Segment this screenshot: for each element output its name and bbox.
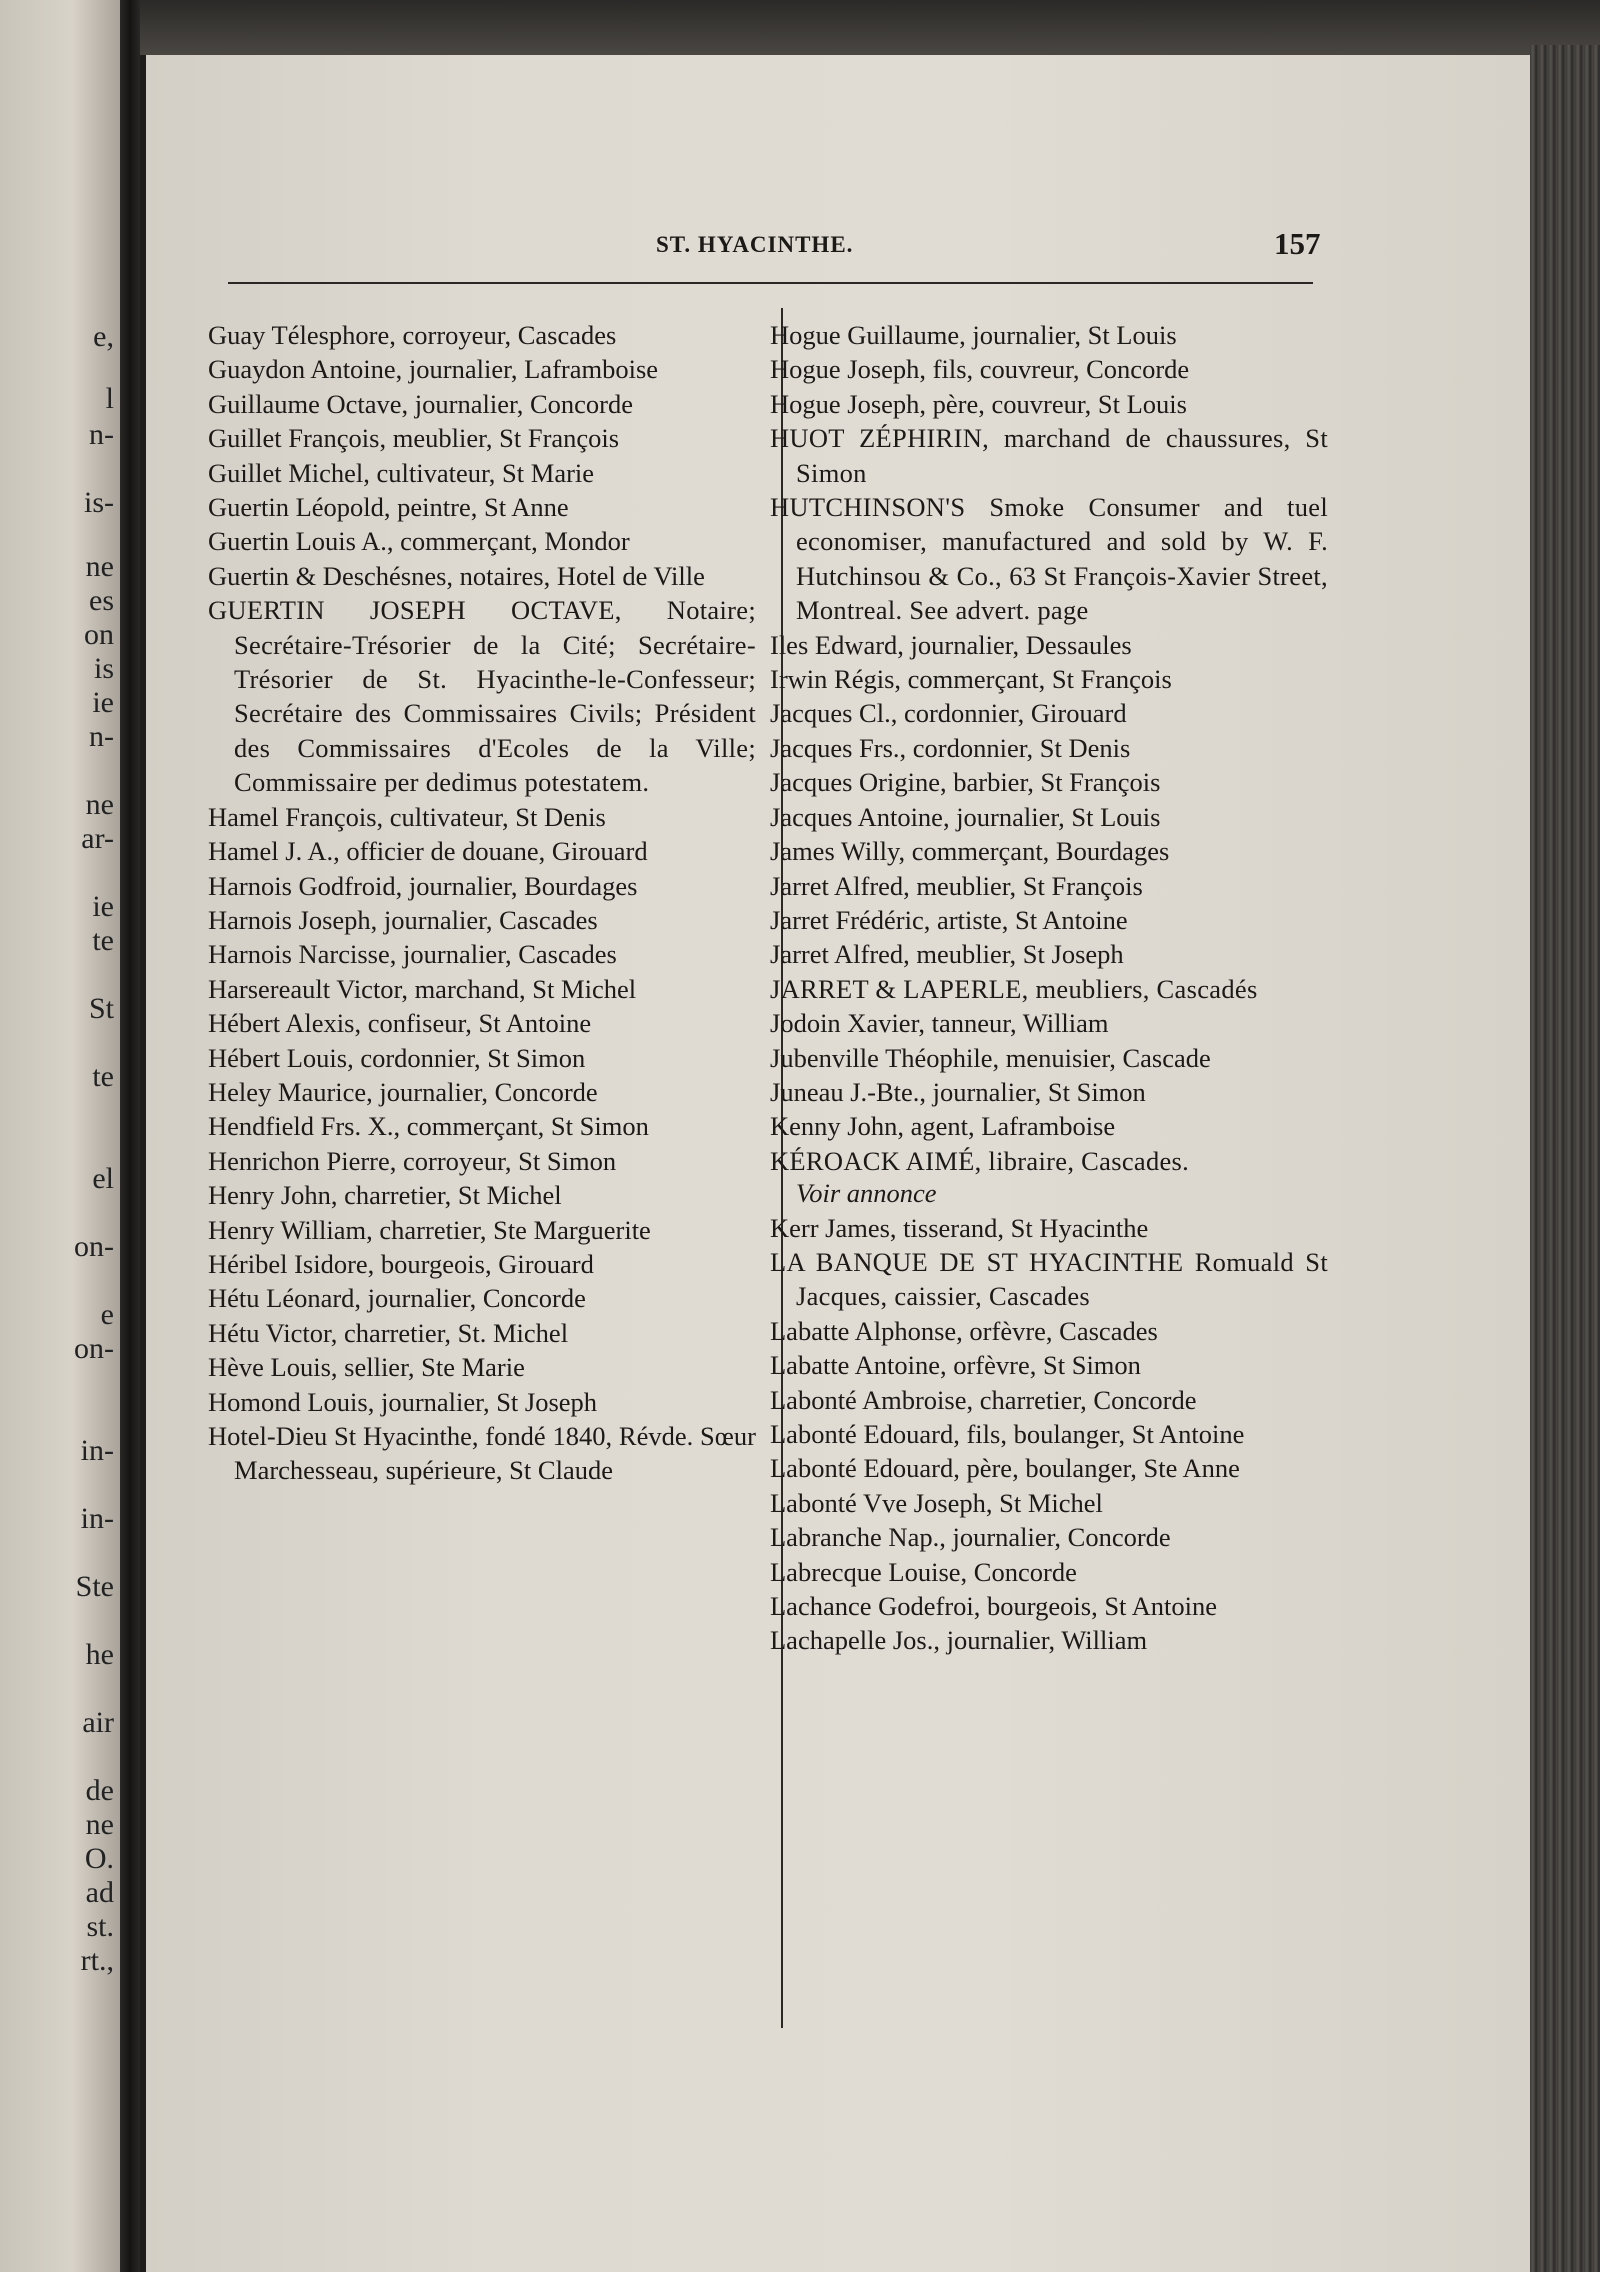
directory-entry: Labonté Edouard, père, boulanger, Ste Anne xyxy=(770,1453,1240,1484)
prev-page-fragment: is- xyxy=(84,486,114,519)
directory-entry: Hébert Louis, cordonnier, St Simon xyxy=(208,1042,586,1073)
directory-entry: Jarret Frédéric, artiste, St Antoine xyxy=(770,904,1128,935)
directory-entry: Jacques Frs., cordonnier, St Denis xyxy=(770,732,1131,763)
prev-page-fragment: St xyxy=(88,992,114,1025)
directory-entry: Heley Maurice, journalier, Concorde xyxy=(208,1076,598,1107)
directory-entry: Lachance Godefroi, bourgeois, St Antoine xyxy=(770,1591,1217,1622)
header-rule xyxy=(228,282,1313,284)
directory-entry: Harnois Godfroid, journalier, Bourdages xyxy=(208,870,638,901)
prev-page-fragment: e, xyxy=(93,320,114,353)
directory-entry: Hève Louis, sellier, Ste Marie xyxy=(208,1352,525,1383)
prev-page-fragment: on xyxy=(84,618,114,651)
directory-entry: Guertin & Deschésnes, notaires, Hotel de Ville xyxy=(208,560,705,591)
directory-entry-featured: LA BANQUE DE ST HYACINTHE Romuald St Jacques, caissier, Cascades xyxy=(770,1246,1328,1312)
directory-entry-featured: GUERTIN JOSEPH OCTAVE, Notaire; Secrétaire-Trésorier de la Cité; Secrétaire-Trésorier de St. Hyacinthe-le-Confesseur; Secrétaire des Commissaires Civils; Président des Commissaires d'Ecoles de la Ville; Commissaire per dedimus potestatem. xyxy=(208,595,756,798)
directory-entry: Jodoin Xavier, tanneur, William xyxy=(770,1008,1109,1039)
directory-entry: Jacques Origine, barbier, St François xyxy=(770,767,1161,798)
prev-page-fragment: ie xyxy=(92,686,114,719)
directory-entry-featured: KÉROACK AIMÉ, libraire, Cascades. xyxy=(770,1145,1190,1176)
directory-entry: Iles Edward, journalier, Dessaules xyxy=(770,629,1132,660)
directory-entry: Hogue Guillaume, journalier, St Louis xyxy=(770,320,1177,350)
prev-page-fragment: te xyxy=(92,924,114,957)
previous-page-edge xyxy=(0,0,120,2272)
directory-entry: Hétu Victor, charretier, St. Michel xyxy=(208,1317,569,1348)
prev-page-fragment: de xyxy=(85,1774,114,1807)
directory-entry: Labonté Ambroise, charretier, Concorde xyxy=(770,1384,1197,1415)
prev-page-fragment: l xyxy=(105,382,114,415)
prev-page-fragment: rt., xyxy=(80,1944,114,1977)
prev-page-fragment: ne xyxy=(85,550,114,583)
directory-entry: Jacques Antoine, journalier, St Louis xyxy=(770,801,1161,832)
prev-page-fragment: is xyxy=(93,652,114,685)
directory-entry: Héribel Isidore, bourgeois, Girouard xyxy=(208,1248,594,1279)
directory-entry: Hétu Léonard, journalier, Concorde xyxy=(208,1283,586,1314)
directory-entry: Lachapelle Jos., journalier, William xyxy=(770,1625,1148,1656)
directory-entry: Hotel-Dieu St Hyacinthe, fondé 1840, Révde. Sœur Marchesseau, supérieure, St Claude xyxy=(208,1421,756,1486)
directory-entry: Hamel J. A., officier de douane, Girouard xyxy=(208,836,648,867)
prev-page-fragment: ie xyxy=(92,890,114,923)
prev-page-fragment: te xyxy=(92,1060,114,1093)
directory-entry: Jubenville Théophile, menuisier, Cascade xyxy=(770,1042,1211,1073)
prev-page-fragment: el xyxy=(92,1162,114,1195)
left-column xyxy=(208,318,756,1488)
directory-entry: Irwin Régis, commerçant, St François xyxy=(770,664,1172,695)
prev-page-fragment: on- xyxy=(74,1230,114,1263)
directory-entry: Guay Télesphore, corroyeur, Cascades xyxy=(208,320,617,350)
directory-entry: Henry William, charretier, Ste Marguerite xyxy=(208,1214,651,1245)
directory-entry: Guertin Léopold, peintre, St Anne xyxy=(208,492,569,523)
prev-page-fragment: n- xyxy=(89,720,114,753)
directory-entry: Hogue Joseph, père, couvreur, St Louis xyxy=(770,388,1187,419)
prev-page-fragment: ne xyxy=(85,1808,114,1841)
prev-page-fragment: air xyxy=(82,1706,114,1739)
page-number: 157 xyxy=(1274,226,1321,261)
directory-entry: Guaydon Antoine, journalier, Laframboise xyxy=(208,354,659,385)
directory-entry-featured: JARRET & LAPERLE, meubliers, Cascadés xyxy=(770,973,1258,1004)
directory-entry-featured: HUTCHINSON'S Smoke Consumer and tuel economiser, manufactured and sold by W. F. Hutchinsou & Co., 63 St François-Xavier Street, Montreal. See advert. page xyxy=(770,492,1328,626)
directory-entry: Labonté Edouard, fils, boulanger, St Antoine xyxy=(770,1419,1245,1449)
directory-entry-featured: HUOT ZÉPHIRIN, marchand de chaussures, St Simon xyxy=(770,423,1328,488)
directory-entry: Harsereault Victor, marchand, St Michel xyxy=(208,973,637,1004)
page-stack-edge xyxy=(1530,45,1600,2272)
directory-entry: Labatte Alphonse, orfèvre, Cascades xyxy=(770,1315,1158,1346)
prev-page-fragment: on- xyxy=(74,1332,114,1365)
directory-entry: Labrecque Louise, Concorde xyxy=(770,1556,1077,1587)
voir-annonce-note: Voir annonce xyxy=(796,1178,937,1209)
directory-entry: Hendfield Frs. X., commerçant, St Simon xyxy=(208,1111,649,1142)
top-edge xyxy=(140,0,1600,55)
directory-entry: Guillaume Octave, journalier, Concorde xyxy=(208,388,633,419)
directory-entry: Hogue Joseph, fils, couvreur, Concorde xyxy=(770,354,1190,385)
prev-page-fragment: in- xyxy=(80,1434,114,1467)
directory-entry: Labatte Antoine, orfèvre, St Simon xyxy=(770,1350,1141,1381)
directory-entry: Kerr James, tisserand, St Hyacinthe xyxy=(770,1212,1149,1243)
prev-page-fragment: Ste xyxy=(75,1570,114,1603)
directory-entry: Henrichon Pierre, corroyeur, St Simon xyxy=(208,1145,617,1176)
right-column xyxy=(770,318,1328,1658)
prev-page-fragment: ad xyxy=(85,1876,114,1909)
directory-entry: James Willy, commerçant, Bourdages xyxy=(770,836,1170,867)
book-gutter xyxy=(120,0,140,2272)
prev-page-fragment: e xyxy=(100,1298,114,1331)
prev-page-fragment: in- xyxy=(80,1502,114,1535)
directory-entry: Guertin Louis A., commerçant, Mondor xyxy=(208,526,630,557)
prev-page-fragment: O. xyxy=(84,1842,114,1875)
directory-entry: Harnois Narcisse, journalier, Cascades xyxy=(208,939,617,970)
directory-entry: Labranche Nap., journalier, Concorde xyxy=(770,1522,1171,1553)
prev-page-fragment: n- xyxy=(89,418,114,451)
running-header: ST. HYACINTHE. xyxy=(656,232,854,257)
directory-entry: Henry John, charretier, St Michel xyxy=(208,1180,562,1211)
directory-entry: Juneau J.-Bte., journalier, St Simon xyxy=(770,1076,1146,1107)
directory-entry: Hébert Alexis, confiseur, St Antoine xyxy=(208,1008,592,1039)
directory-entry: Kenny John, agent, Laframboise xyxy=(770,1111,1116,1142)
directory-entry: Homond Louis, journalier, St Joseph xyxy=(208,1386,598,1417)
directory-entry: Labonté Vve Joseph, St Michel xyxy=(770,1487,1103,1518)
prev-page-fragment: st. xyxy=(86,1910,114,1943)
directory-entry: Jacques Cl., cordonnier, Girouard xyxy=(770,698,1127,729)
directory-entry: Jarret Alfred, meublier, St François xyxy=(770,870,1143,901)
prev-page-fragment: he xyxy=(85,1638,114,1671)
directory-entry: Jarret Alfred, meublier, St Joseph xyxy=(770,939,1124,970)
prev-page-fragment: ar- xyxy=(81,822,114,855)
directory-entry: Harnois Joseph, journalier, Cascades xyxy=(208,904,598,935)
prev-page-fragment: ne xyxy=(85,788,114,821)
directory-entry: Guillet François, meublier, St François xyxy=(208,423,620,454)
directory-entry: Hamel François, cultivateur, St Denis xyxy=(208,801,606,832)
prev-page-fragment: es xyxy=(89,584,114,617)
directory-entry: Guillet Michel, cultivateur, St Marie xyxy=(208,457,595,488)
